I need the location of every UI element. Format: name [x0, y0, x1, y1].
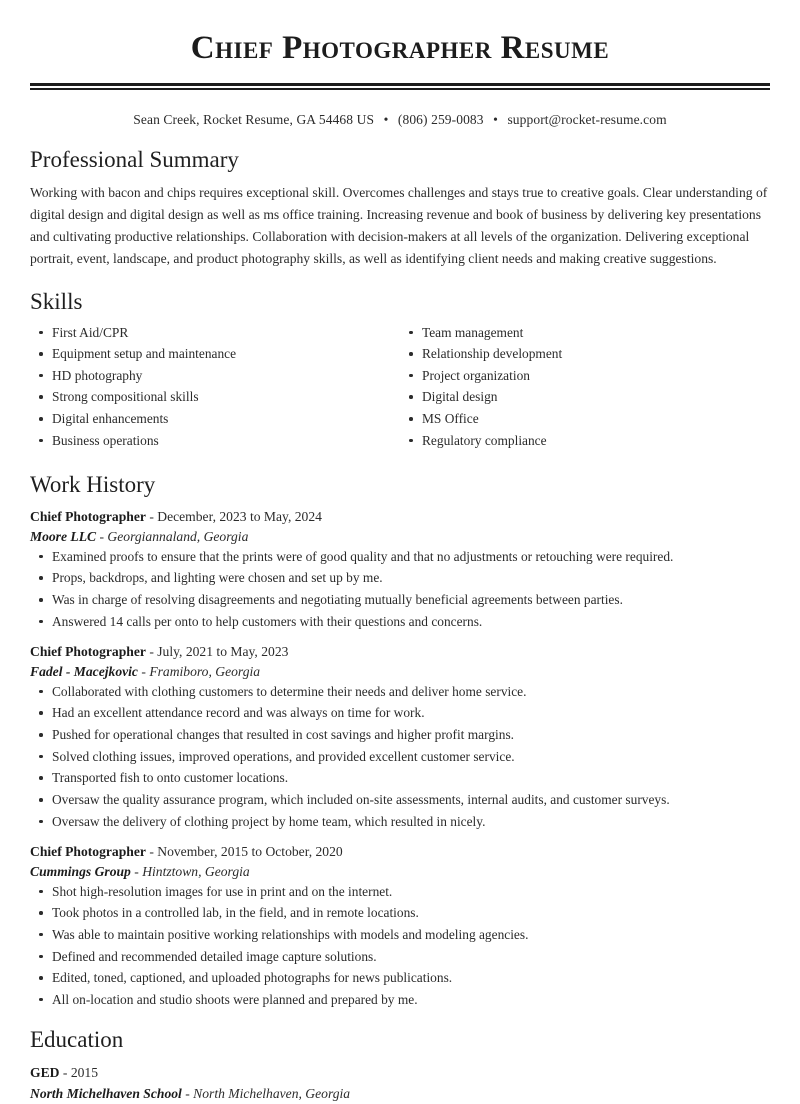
- section-heading-education: Education: [30, 1027, 124, 1053]
- company-separator: -: [99, 529, 105, 545]
- job-location: Framiboro, Georgia: [149, 664, 261, 680]
- divider-rule-lower: [30, 88, 770, 90]
- summary-text: Working with bacon and chips requires exceptional skill. Overcomes challenges and stays true to creative goals. Clear understanding of digital design and digital design as well as ms office training. Increasing revenue and book of business by delivering key presentations and cultivating productive relationships. Collaboration with decision-makers at all levels of the organization. Delivering exceptional portrait, event, landscape, and product photography skills, as well as identifying client needs and making creative suggestions.: [30, 184, 768, 266]
- job-title: Chief Photographer: [30, 643, 146, 659]
- list-item: Had an excellent attendance record and was always on time for work.: [30, 704, 770, 721]
- list-item: Defined and recommended detailed image capture solutions.: [30, 948, 770, 965]
- list-item: Project organization: [400, 367, 770, 384]
- contact-separator-2: •: [493, 112, 498, 128]
- skills-list-right: [400, 324, 770, 449]
- list-item: Equipment setup and maintenance: [30, 345, 390, 362]
- list-item: Props, backdrops, and lighting were chosen and set up by me.: [30, 569, 770, 586]
- job-company: Moore LLC: [30, 529, 97, 545]
- contact-phone: (806) 259-0083: [397, 112, 484, 128]
- job-title: Chief Photographer: [30, 843, 146, 859]
- list-item: Team management: [400, 324, 770, 341]
- company-separator: -: [141, 664, 146, 680]
- page-title: Chief Photographer Resume: [190, 30, 610, 66]
- education-school: North Michelhaven School: [30, 1085, 182, 1101]
- skills-list-left: [30, 324, 390, 449]
- list-item: HD photography: [30, 367, 390, 384]
- work-entry-company-line: [30, 527, 770, 547]
- list-item: Answered 14 calls per onto to help customers with their questions and concerns.: [30, 613, 770, 630]
- list-item: Edited, toned, captioned, and uploaded photographs for news publications.: [30, 969, 770, 986]
- education-degree-line: [30, 1062, 770, 1083]
- section-skills: [30, 288, 770, 454]
- education-school-line: [30, 1083, 770, 1104]
- section-professional-summary: [30, 146, 770, 270]
- education-degree: GED: [30, 1064, 60, 1080]
- contact-line: [30, 112, 770, 128]
- job-bullets-list: [30, 548, 770, 630]
- section-heading-summary: Professional Summary: [30, 147, 239, 173]
- job-separator: -: [149, 509, 154, 525]
- section-work-history: [30, 471, 770, 1008]
- list-item: Relationship development: [400, 345, 770, 362]
- job-dates: July, 2021 to May, 2023: [157, 643, 289, 659]
- work-entry-title-line: [30, 842, 770, 862]
- job-dates: November, 2015 to October, 2020: [157, 843, 343, 859]
- list-item: First Aid/CPR: [30, 324, 390, 341]
- skills-column-left: [30, 324, 400, 454]
- work-entry: [30, 507, 770, 630]
- list-item: Was in charge of resolving disagreements and negotiating mutually beneficial agreements between parties.: [30, 591, 770, 608]
- education-entry: [30, 1062, 770, 1104]
- list-item: Transported fish to onto customer locations.: [30, 769, 770, 786]
- contact-separator-1: •: [383, 112, 389, 128]
- education-school-separator: -: [185, 1085, 190, 1101]
- skills-columns: [30, 324, 770, 454]
- company-separator: -: [134, 864, 139, 880]
- job-company: Cummings Group: [30, 864, 131, 880]
- job-location: Georgiannaland, Georgia: [107, 529, 249, 545]
- education-year: 2015: [70, 1064, 98, 1080]
- section-education: [30, 1026, 770, 1104]
- job-title: Chief Photographer: [30, 509, 146, 525]
- list-item: Collaborated with clothing customers to determine their needs and deliver home service.: [30, 683, 770, 700]
- list-item: Took photos in a controlled lab, in the field, and in remote locations.: [30, 904, 770, 921]
- list-item: Digital design: [400, 388, 770, 405]
- section-heading-work-history: Work History: [30, 472, 156, 498]
- list-item: Examined proofs to ensure that the prints were of good quality and that no adjustments or retouching were required.: [30, 548, 770, 565]
- work-entry: [30, 842, 770, 1008]
- work-entry-company-line: [30, 662, 770, 682]
- list-item: Shot high-resolution images for use in print and on the internet.: [30, 883, 770, 900]
- work-entry: [30, 642, 770, 830]
- job-bullets-list: [30, 883, 770, 1008]
- education-separator: -: [62, 1064, 68, 1080]
- job-company: Fadel - Macejkovic: [30, 664, 138, 680]
- list-item: Strong compositional skills: [30, 388, 390, 405]
- list-item: Regulatory compliance: [400, 432, 770, 449]
- job-separator: -: [149, 643, 154, 659]
- job-dates: December, 2023 to May, 2024: [157, 509, 322, 525]
- list-item: Business operations: [30, 432, 390, 449]
- skills-column-right: [400, 324, 770, 454]
- list-item: MS Office: [400, 410, 770, 427]
- work-entry-title-line: [30, 642, 770, 662]
- contact-address: Sean Creek, Rocket Resume, GA 54468 US: [133, 112, 375, 128]
- work-entry-title-line: [30, 507, 770, 527]
- section-heading-skills: Skills: [30, 288, 83, 314]
- list-item: Solved clothing issues, improved operations, and provided excellent customer service.: [30, 748, 770, 765]
- job-bullets-list: [30, 683, 770, 830]
- list-item: Oversaw the quality assurance program, which included on-site assessments, internal audits, and customer surveys.: [30, 791, 770, 808]
- work-entry-company-line: [30, 862, 770, 882]
- contact-email: support@rocket-resume.com: [507, 112, 667, 128]
- job-location: Hintztown, Georgia: [142, 864, 250, 880]
- education-location: North Michelhaven, Georgia: [193, 1085, 351, 1101]
- list-item: Was able to maintain positive working relationships with models and modeling agencies.: [30, 926, 770, 943]
- list-item: Pushed for operational changes that resulted in cost savings and higher profit margins.: [30, 726, 770, 743]
- job-separator: -: [149, 843, 154, 859]
- list-item: Digital enhancements: [30, 410, 390, 427]
- list-item: Oversaw the delivery of clothing project by home team, which resulted in nicely.: [30, 813, 770, 830]
- list-item: All on-location and studio shoots were planned and prepared by me.: [30, 991, 770, 1008]
- header-divider: [30, 83, 770, 90]
